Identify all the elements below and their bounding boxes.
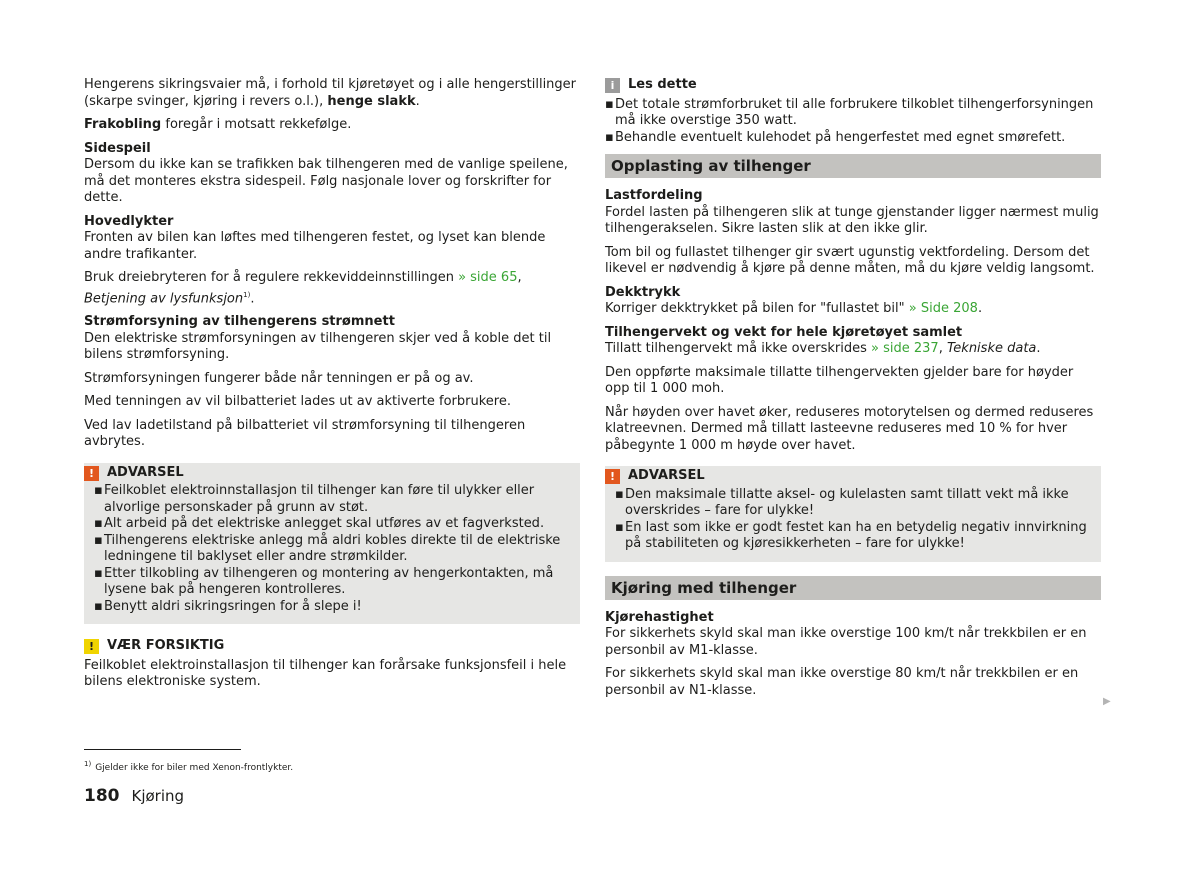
warning-title: ! ADVARSEL xyxy=(84,465,570,482)
caution-box xyxy=(84,638,580,691)
warning-title: ! ADVARSEL xyxy=(605,468,1091,485)
heading-tilhengervekt: Tilhengervekt og vekt for hele kjøretøyet samlet xyxy=(605,324,963,340)
warning-icon: ! xyxy=(84,466,99,481)
paragraph-tilhengervekt: Tilhengervekt og vekt for hele kjøretøyet samlet Tillatt tilhengervekt må ikke overskrides » side 237, Tekniske data. xyxy=(605,325,1101,358)
caution-text: Feilkoblet elektroinstallasjon til tilhenger kan forårsake funksjonsfeil i hele bilens elektroniske system. xyxy=(84,657,567,690)
link-side-65[interactable]: » side 65 xyxy=(458,270,518,285)
paragraph-tenning: Strømforsyningen fungerer både når tenningen er på og av. xyxy=(84,370,474,386)
link-side-237[interactable]: » side 237 xyxy=(871,341,939,356)
info-icon: i xyxy=(605,78,620,93)
paragraph-vektfordeling: Tom bil og fullastet tilhenger gir svært ugunstig vektfordeling. Dersom det likevel er nødvendig å kjøre på denne måten, må du kjøre veldig langsomt. xyxy=(605,244,1095,276)
emphasis-henge-slakk: henge slakk xyxy=(327,93,416,109)
heading-stromforsyning: Strømforsyning av tilhengerens strømnett xyxy=(84,314,395,330)
list-item: ▪ Alt arbeid på det elektriske anlegget skal utføres av et fagverksted. xyxy=(94,516,570,533)
section-heading-kjoring: Kjøring med tilhenger xyxy=(605,576,1101,600)
paragraph-safety-cable: Hengerens sikringsvaier må, i forhold til kjøretøyet og i alle hengerstillinger (skarpe svinger, kjøring i revers o.l.), henge slakk. xyxy=(84,77,577,109)
heading-kjorehastighet: Kjørehastighet xyxy=(605,609,714,625)
list-item: ▪ Benytt aldri sikringsringen for å slepe i! xyxy=(94,599,570,616)
list-item: ▪ Etter tilkobling av tilhengeren og montering av hengerkontakten, må lysene bak på hengeren kontrolleres. xyxy=(94,566,570,599)
paragraph-dreiebryter: Bruk dreiebryteren for å regulere rekkeviddeinnstillingen » side 65, Betjening av lysfunksjon$^{1)}$. xyxy=(84,270,522,306)
footnote: $^{1)}$ Gjelder ikke for biler med Xenon-frontlykter. xyxy=(84,760,294,773)
heading-lastfordeling: Lastfordeling xyxy=(605,188,703,203)
footnote-ref: 1) xyxy=(243,290,251,299)
paragraph-hovedlykter: Hovedlykter Fronten av bilen kan løftes med tilhengeren festet, og lyset kan blende andre trafikanter. xyxy=(84,214,580,264)
paragraph-ladetilstand: Ved lav ladetilstand på bilbatteriet vil strømforsyning til tilhengeren avbrytes. xyxy=(84,417,526,450)
chapter-title: Kjøring xyxy=(131,787,185,805)
paragraph-kjorehastighet: Kjørehastighet For sikkerhets skyld skal man ikke overstige 100 km/t når trekkbilen er en personbil av M1-klasse. xyxy=(605,610,1101,660)
continue-arrow-icon: ▶ xyxy=(1103,696,1111,707)
list-item: ▪ Det totale strømforbruket til alle forbrukere tilkoblet tilhengerforsyningen må ikke overstige 350 watt. xyxy=(605,97,1101,130)
warning-icon: ! xyxy=(605,469,620,484)
paragraph-dekktrykk: Dekktrykk Korriger dekktrykket på bilen for "fullastet bil" » Side 208. xyxy=(605,285,1101,318)
note-list xyxy=(605,97,1101,147)
list-item: ▪ Tilhengerens elektriske anlegg må aldri kobles direkte til de elektriske ledningene til baklyset eller andre strømkilder. xyxy=(94,533,570,566)
paragraph-stromforsyning: Strømforsyning av tilhengerens strømnett Den elektriske strømforsyningen av tilhengeren skjer ved å koble det til bilens strømforsyning. xyxy=(84,314,580,364)
caution-icon: ! xyxy=(84,639,99,654)
paragraph-bilbatteri: Med tenningen av vil bilbatteriet lades ut av aktiverte forbrukere. xyxy=(84,394,511,410)
warning-box-left xyxy=(84,463,580,625)
paragraph-n1-klasse: For sikkerhets skyld skal man ikke overstige 80 km/t når trekkbilen er en personbil av N1-klasse. xyxy=(605,666,1079,698)
paragraph-frakobling: Frakobling foregår i motsatt rekkefølge. xyxy=(84,117,352,132)
footnote-mark: 1) xyxy=(84,760,92,768)
footnote-divider xyxy=(84,749,241,750)
heading-dekktrykk: Dekktrykk xyxy=(605,284,681,300)
warning-list xyxy=(84,483,570,615)
left-column xyxy=(84,77,580,698)
paragraph-hoyde: Den oppførte maksimale tillatte tilhengervekten gjelder bare for høyder opp til 1 000 moh. xyxy=(605,364,1074,396)
note-box xyxy=(605,77,1101,146)
note-title: i Les dette xyxy=(605,77,1101,94)
caution-title: ! VÆR FORSIKTIG xyxy=(84,638,580,655)
warning-list xyxy=(615,487,1091,553)
paragraph-lastfordeling: Lastfordeling Fordel lasten på tilhengeren slik at tunge gjenstander ligger nærmest mulig tilhengerakselen. Sikre lasten slik at den ikke glir. xyxy=(605,188,1101,238)
list-item: ▪ En last som ikke er godt festet kan ha en betydelig negativ innvirkning på stabiliteten og kjøresikkerheten – fare for ulykke! xyxy=(615,520,1091,553)
heading-sidespeil: Sidespeil xyxy=(84,140,151,156)
list-item: ▪ Feilkoblet elektroinnstallasjon til tilhenger kan føre til ulykker eller alvorlige personskader på grunn av støt. xyxy=(94,483,570,516)
page-number: 180 xyxy=(84,786,120,806)
paragraph-motorytelse: Når høyden over havet øker, reduseres motorytelsen og dermed reduseres klatreevnen. Dermed må tillatt lasteevne reduseres med 10 % for hver påbegynte 1 000 m høyde over havet. xyxy=(605,404,1094,453)
page-footer xyxy=(84,786,184,806)
list-item: ▪ Behandle eventuelt kulehodet på hengerfestet med egnet smørefett. xyxy=(605,130,1101,147)
paragraph-sidespeil: Sidespeil Dersom du ikke kan se trafikken bak tilhengeren med de vanlige speilene, må det monteres ekstra sidespeil. Følg nasjonale lover og forskrifter for dette. xyxy=(84,141,580,207)
link-side-208[interactable]: » Side 208 xyxy=(908,301,978,316)
warning-box-right xyxy=(605,466,1101,562)
right-column xyxy=(605,77,1101,706)
section-heading-opplasting: Opplasting av tilhenger xyxy=(605,154,1101,178)
heading-hovedlykter: Hovedlykter xyxy=(84,213,174,229)
list-item: ▪ Den maksimale tillatte aksel- og kulelasten samt tillatt vekt må ikke overskrides – fare for ulykke! xyxy=(615,487,1091,520)
